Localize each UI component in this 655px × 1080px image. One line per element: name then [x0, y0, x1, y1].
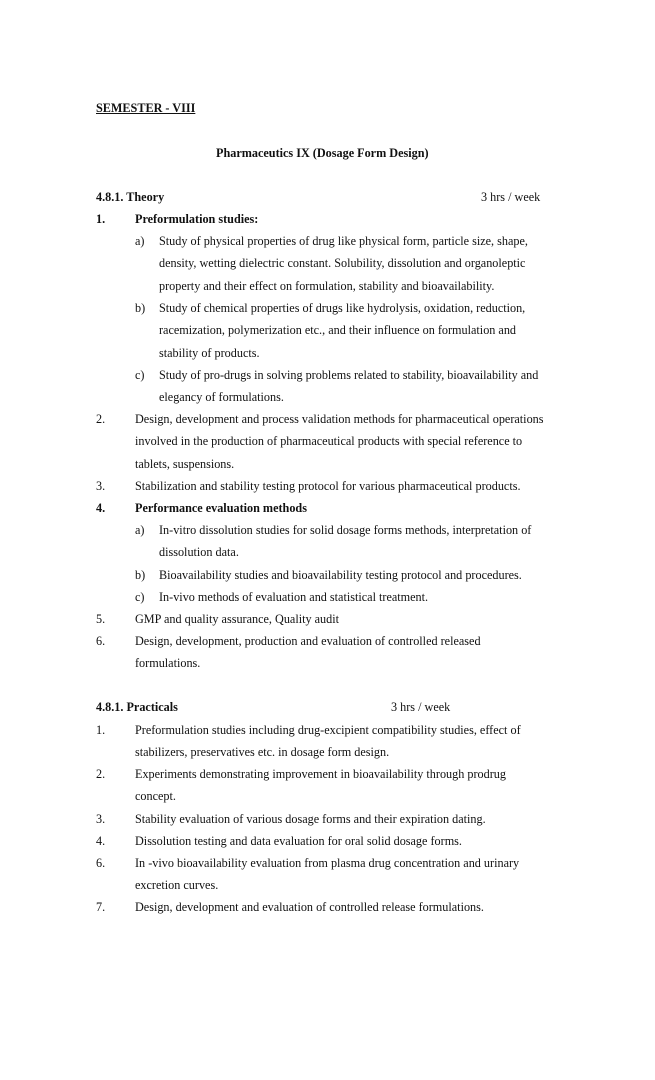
item-text: Experiments demonstrating improvement in bioavailability through prodrug concept.: [135, 767, 506, 804]
item-text: In-vitro dissolution studies for solid dosage forms methods, interpretation of dissolution data.: [159, 523, 532, 560]
item-text: Stabilization and stability testing protocol for various pharmaceutical products.: [135, 479, 521, 493]
item-letter: a): [135, 523, 145, 537]
item-text: Design, development and evaluation of controlled release formulations.: [135, 900, 484, 914]
item-text: Preformulation studies:: [135, 212, 259, 226]
item-number: 4.: [96, 501, 106, 515]
item-text: GMP and quality assurance, Quality audit: [135, 612, 339, 626]
item-text: Study of chemical properties of drugs like hydrolysis, oxidation, reduction, racemization, polymerization etc., and their influence on formulation and stability of products.: [159, 301, 526, 360]
practicals-hours: 3 hrs / week: [391, 700, 451, 714]
item-number: 6.: [96, 856, 106, 870]
item-number: 2.: [96, 412, 106, 426]
item-text: Preformulation studies including drug-excipient compatibility studies, effect of stabilizers, preservatives etc. in dosage form design.: [135, 723, 521, 760]
item-number: 6.: [96, 634, 106, 648]
item-letter: b): [135, 301, 146, 315]
item-text: Stability evaluation of various dosage forms and their expiration dating.: [135, 812, 486, 826]
item-letter: c): [135, 368, 145, 382]
item-letter: a): [135, 234, 145, 248]
item-text: In-vivo methods of evaluation and statistical treatment.: [159, 590, 429, 604]
item-number: 7.: [96, 900, 106, 914]
theory-heading: 4.8.1. Theory: [96, 190, 165, 204]
item-text: Bioavailability studies and bioavailability testing protocol and procedures.: [159, 568, 522, 582]
semester-heading: SEMESTER - VIII: [96, 101, 196, 115]
item-text: Design, development and process validation methods for pharmaceutical operations involved in the production of pharmaceutical products with special reference to tablets, suspensions.: [135, 412, 544, 471]
item-number: 5.: [96, 612, 106, 626]
subject-title: Pharmaceutics IX (Dosage Form Design): [216, 146, 429, 160]
item-text: Study of physical properties of drug like physical form, particle size, shape, density, wetting dielectric constant. Solubility, dissolution and organoleptic property and their effect on formulation, stability and bioavailability.: [159, 234, 528, 293]
item-text: Dissolution testing and data evaluation for oral solid dosage forms.: [135, 834, 462, 848]
item-text: Study of pro-drugs in solving problems related to stability, bioavailability and elegancy of formulations.: [159, 368, 539, 405]
item-number: 1.: [96, 723, 106, 737]
item-text: Design, development, production and evaluation of controlled released formulations.: [135, 634, 481, 671]
item-text: Performance evaluation methods: [135, 501, 307, 515]
practicals-heading: 4.8.1. Practicals: [96, 700, 178, 714]
item-number: 1.: [96, 212, 106, 226]
theory-hours: 3 hrs / week: [481, 190, 541, 204]
item-letter: b): [135, 568, 146, 582]
item-number: 4.: [96, 834, 106, 848]
item-text: In -vivo bioavailability evaluation from plasma drug concentration and urinary excretion curves.: [135, 856, 520, 893]
item-number: 2.: [96, 767, 106, 781]
item-number: 3.: [96, 812, 106, 826]
item-letter: c): [135, 590, 145, 604]
item-number: 3.: [96, 479, 106, 493]
